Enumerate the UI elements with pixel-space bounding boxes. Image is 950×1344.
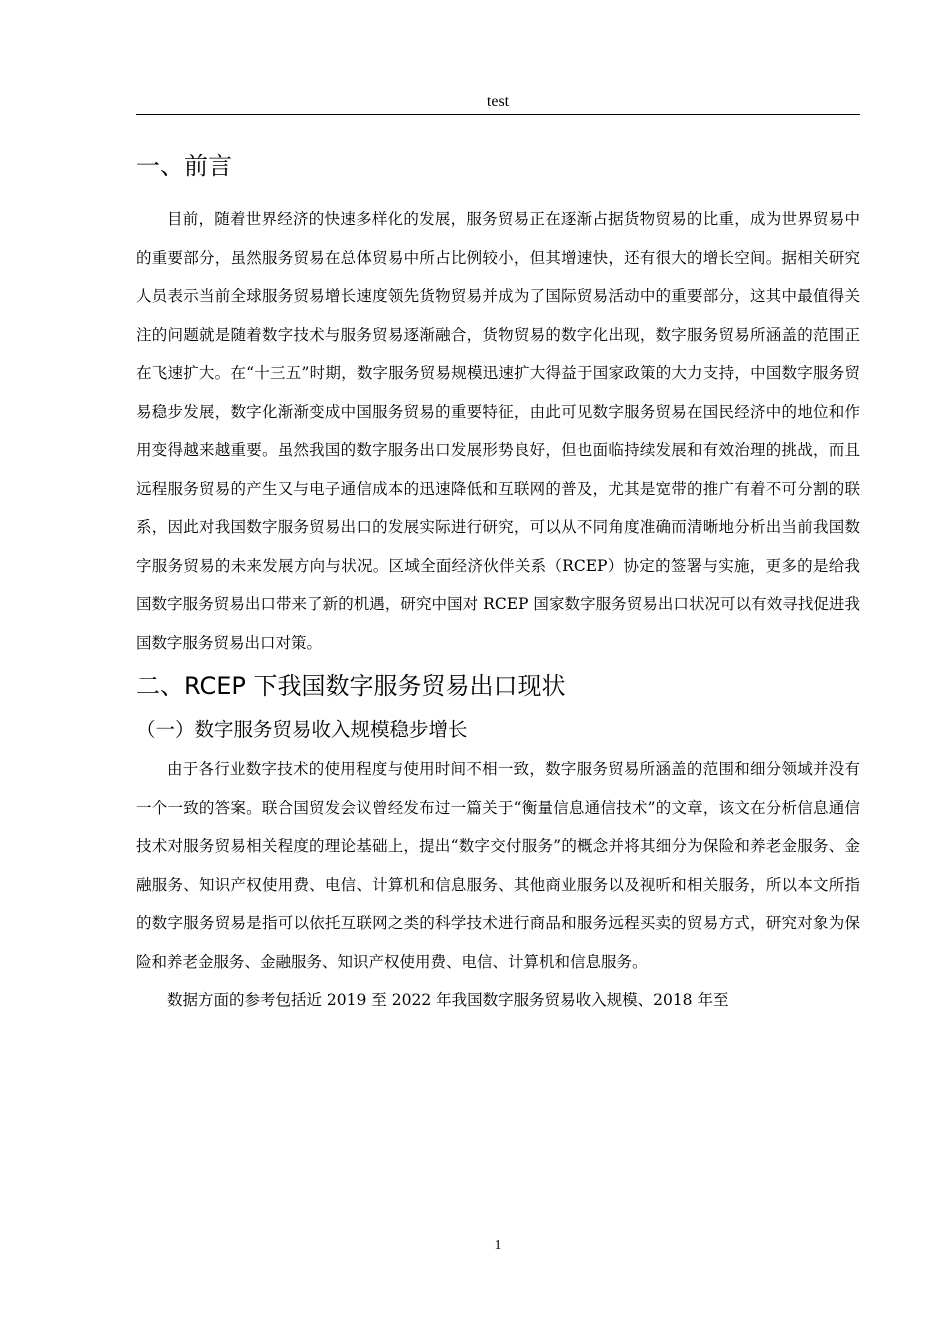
header-rule [136, 114, 860, 115]
paragraph: 数据方面的参考包括近 2019 至 2022 年我国数字服务贸易收入规模、2018 年至 [167, 991, 729, 1009]
paragraph: 由于各行业数字技术的使用程度与使用时间不相一致，数字服务贸易所涵盖的范围和细分领域并没有一个一致的答案。联合国贸发会议曾经发布过一篇关于“衡量信息通信技术”的文章，该文在分析信息通信技术对服务贸易相关程度的理论基础上，提出“数字交付服务”的概念并将其细分为保险和养老金服务、金融服务、知识产权使用费、电信、计算机和信息服务、其他商业服务以及视听和相关服务，所以本文所指的数字服务贸易是指可以依托互联网之类的科学技术进行商品和服务远程买卖的贸易方式，研究对象为保险和养老金服务、金融服务、知识产权使用费、电信、计算机和信息服务。 [136, 760, 860, 971]
section-title-status: 二、RCEP 下我国数字服务贸易出口现状 [136, 672, 566, 700]
page-header: test [486, 93, 510, 110]
page-number: 1 [494, 1238, 502, 1253]
subsection-title: （一）数字服务贸易收入规模稳步增长 [136, 718, 468, 741]
page-content [136, 142, 860, 1020]
paragraph: 目前，随着世界经济的快速多样化的发展，服务贸易正在逐渐占据货物贸易的比重，成为世界贸易中的重要部分，虽然服务贸易在总体贸易中所占比例较小，但其增速快，还有很大的增长空间。据相关研究人员表示当前全球服务贸易增长速度领先货物贸易并成为了国际贸易活动中的重要部分，这其中最值得关注的问题就是随着数字技术与服务贸易逐渐融合，货物贸易的数字化出现，数字服务贸易所涵盖的范围正在飞速扩大。在“十三五”时期，数字服务贸易规模迅速扩大得益于国家政策的大力支持，中国数字服务贸易稳步发展，数字化渐渐变成中国服务贸易的重要特征，由此可见数字服务贸易在国民经济中的地位和作用变得越来越重要。虽然我国的数字服务出口发展形势良好，但也面临持续发展和有效治理的挑战，而且远程服务贸易的产生又与电子通信成本的迅速降低和互联网的普及，尤其是宽带的推广有着不可分割的联系，因此对我国数字服务贸易出口的发展实际进行研究，可以从不同角度准确而清晰地分析出当前我国数字服务贸易的未来发展方向与状况。区域全面经济伙伴关系（RCEP）协定的签署与实施，更多的是给我国数字服务贸易出口带来了新的机遇，研究中国对 RCEP 国家数字服务贸易出口状况可以有效寻找促进我国数字服务贸易出口对策。 [136, 210, 860, 652]
section-title-preface: 一、前言 [136, 152, 232, 180]
